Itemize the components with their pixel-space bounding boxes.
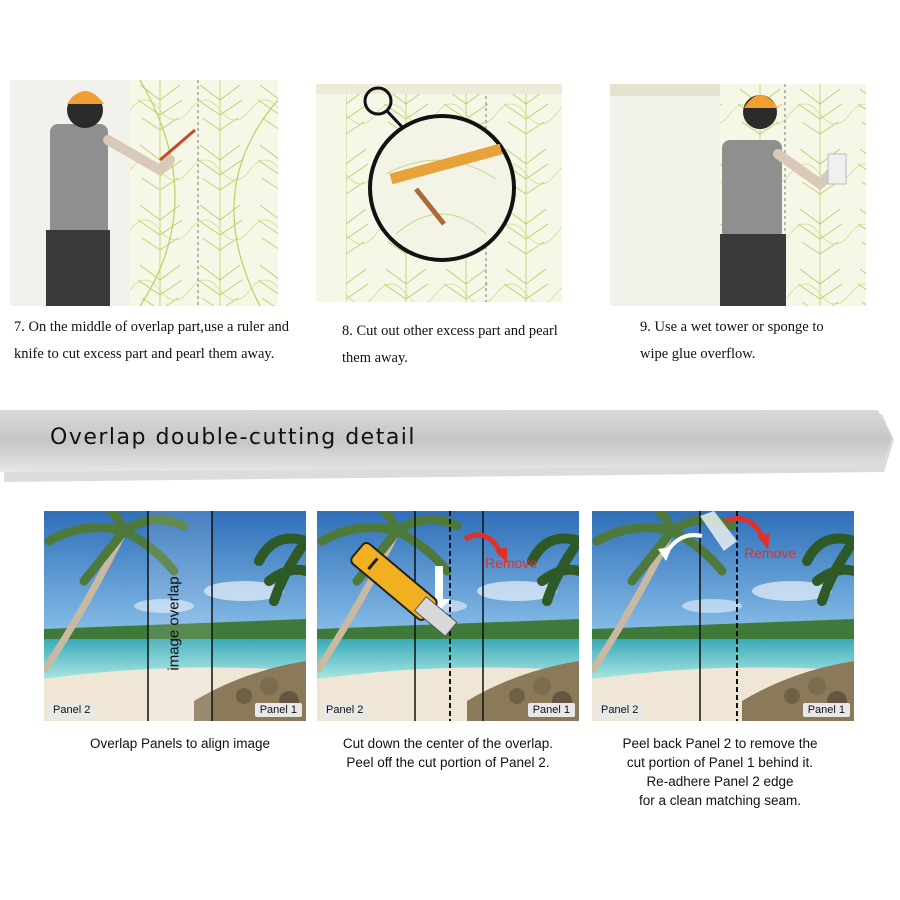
cut-panel — [317, 511, 579, 721]
remove-text: Remove — [744, 545, 797, 561]
step-8-image — [316, 84, 562, 302]
peel-panel — [592, 511, 854, 721]
panel-1-label: Panel 1 — [528, 703, 575, 717]
panel-1-label: Panel 1 — [803, 703, 850, 717]
remove-text: Remove — [485, 555, 538, 571]
step-9-image — [610, 84, 866, 306]
overlap-panel-1 — [44, 511, 306, 721]
panel-2-label: Panel 2 — [596, 703, 643, 717]
step-7-image — [10, 80, 278, 306]
overlap-text: image overlap — [165, 576, 183, 671]
panel-1-label: Panel 1 — [255, 703, 302, 717]
step-9-caption: 9. Use a wet tower or sponge to wipe glue overflow. — [640, 319, 824, 362]
panel-2-label: Panel 2 — [321, 703, 368, 717]
step-7-caption: 7. On the middle of overlap part,use a ruler and knife to cut excess part and pearl them away. — [14, 319, 290, 362]
peel-caption: Peel back Panel 2 to remove the cut portion of Panel 1 behind it. Re-adhere Panel 2 edge for a clean matching seam. — [622, 736, 818, 808]
cut-caption: Cut down the center of the overlap. Peel off the cut portion of Panel 2. — [342, 736, 554, 770]
section-title: Overlap double-cutting detail — [50, 425, 417, 450]
panel-2-label: Panel 2 — [48, 703, 95, 717]
overlap-caption: Overlap Panels to align image — [89, 736, 271, 751]
step-8-caption: 8. Cut out other excess part and pearl them away. — [342, 323, 558, 366]
